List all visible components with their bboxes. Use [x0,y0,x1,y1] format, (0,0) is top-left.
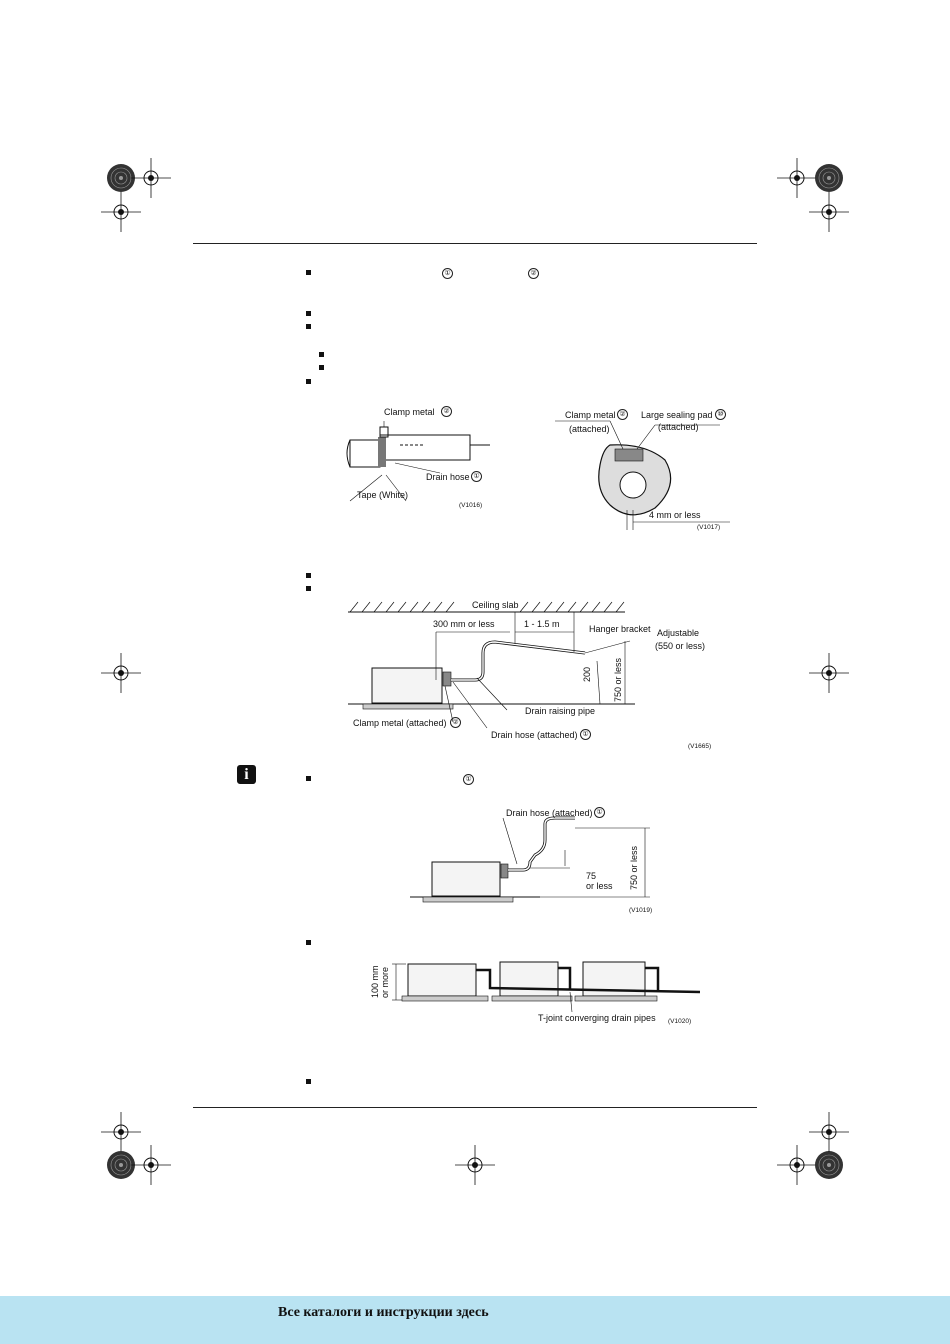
bullet-2 [306,311,311,316]
bullet-3 [306,324,311,329]
sub-bullet-1 [319,352,324,357]
fig1017-clamp-label: Clamp metal [565,410,616,420]
fig1016-hose-num: ① [471,471,482,482]
bottom-rule [193,1107,757,1108]
bullet-7 [306,776,311,781]
fig1665-750-label: 750 or less [613,657,623,702]
fig1665-200-label: 200 [582,666,592,682]
bullet-8 [306,940,311,945]
fig1665-300-label: 300 mm or less [433,619,495,629]
fig1017-sealing-num: ⑩ [715,409,726,420]
fig1019-750-label: 750 or less [629,845,639,890]
fig1016-code: (V1016) [459,502,483,509]
marker-drain-hose: ① [442,268,453,279]
fig1665-clamp-num: ② [450,717,461,728]
bullet-6 [306,586,311,591]
fig1019-hose-label: Drain hose (attached) [506,808,593,818]
fig1016-tape-label: Tape (White) [357,490,409,500]
fig1665-code: (V1665) [688,743,712,750]
fig1665-clamp-label: Clamp metal (attached) [353,718,447,728]
fig1017-sealing-attached: (attached) [658,422,699,432]
fig1019-hose-num: ① [594,807,605,818]
fig1020-100-label: 100 mm [370,965,380,998]
fig1017-clamp-attached: (attached) [569,424,610,434]
sub-bullet-2 [319,365,324,370]
fig1020-100-b-label: or more [380,966,390,998]
fig1017-gap-label: 4 mm or less [649,510,701,520]
marker-clamp-metal: ② [528,268,539,279]
footer-banner[interactable] [0,1296,950,1344]
bullet-1 [306,270,311,275]
footer-link[interactable]: Все каталоги и инструкции здесь [278,1305,489,1320]
figure-v1019 [405,810,665,915]
fig1665-ceiling-label: Ceiling slab [472,600,519,610]
fig1017-sealing-label: Large sealing pad [641,410,713,420]
fig1016-clamp-label: Clamp metal [384,407,435,417]
fig1665-hanger-label: Hanger bracket [589,624,651,634]
fig1020-tjoint-label: T-joint converging drain pipes [538,1013,656,1023]
fig1665-adjustable-range: (550 or less) [655,641,706,651]
bullet-9 [306,1079,311,1084]
fig1665-adjustable-label: Adjustable [657,628,700,638]
bullet-4 [306,379,311,384]
fig1665-1-1-5-label: 1 - 1.5 m [524,619,560,629]
info-hose-marker: ① [463,774,474,785]
top-rule [193,243,757,244]
fig1665-hose-label: Drain hose (attached) [491,730,578,740]
fig1016-hose-label: Drain hose [426,472,470,482]
fig1017-code: (V1017) [697,524,721,531]
info-icon: i [237,765,256,784]
fig1665-raising-pipe-label: Drain raising pipe [525,706,596,716]
fig1017-clamp-num: ② [617,409,628,420]
bullet-5 [306,573,311,578]
fig1019-code: (V1019) [629,907,653,914]
fig1019-75-label: 75 [586,871,597,881]
fig1016-clamp-num: ② [441,406,452,417]
fig1019-75-b-label: or less [586,881,613,891]
fig1665-hose-num: ① [580,729,591,740]
fig1020-code: (V1020) [668,1018,692,1025]
